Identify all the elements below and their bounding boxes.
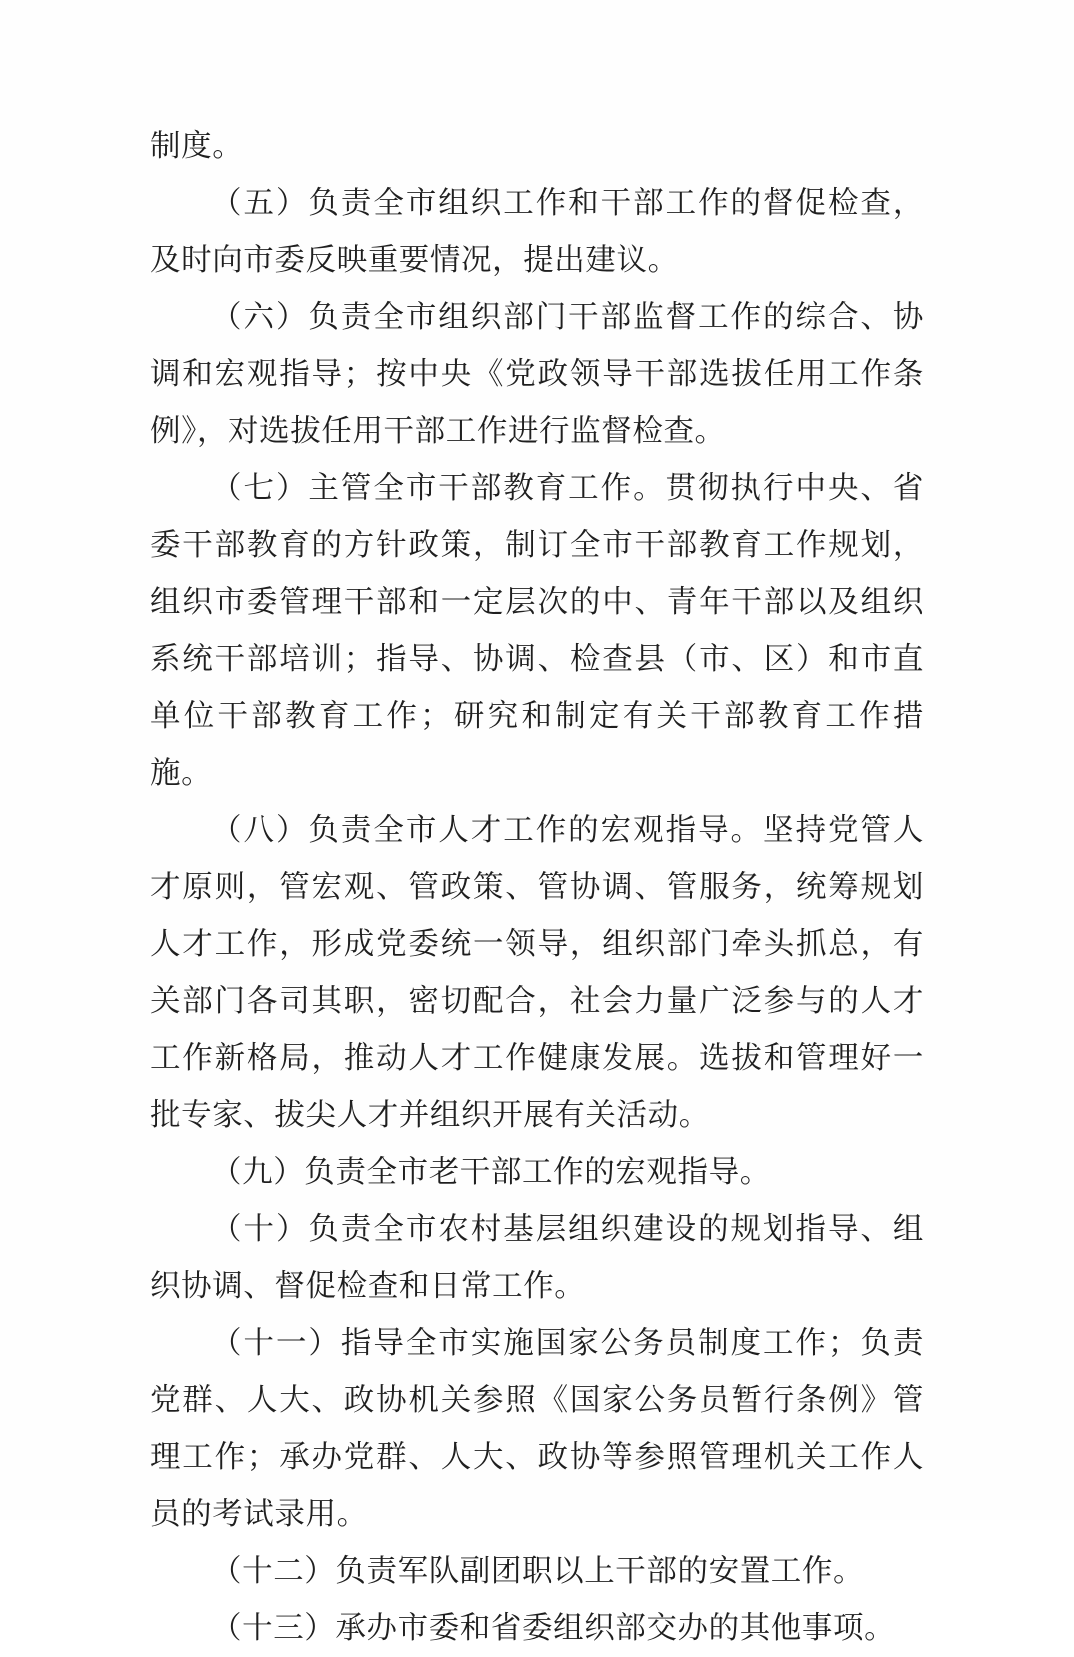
paragraph-continuation: 制度。: [150, 129, 244, 163]
paragraph-item-5: （五）负责全市组织工作和干部工作的督促检查，及时向市委反映重要情况，提出建议。: [150, 186, 924, 277]
paragraph-item-8: （八）负责全市人才工作的宏观指导。坚持党管人才原则，管宏观、管政策、管协调、管服务，统筹规划人才工作，形成党委统一领导，组织部门牵头抓总，有关部门各司其职，密切配合，社会力量广泛参与的人才工作新格局，推动人才工作健康发展。选拔和管理好一批专家、拔尖人才并组织开展有关活动。: [150, 813, 924, 1132]
paragraph-item-12: （十二）负责军队副团职以上干部的安置工作。: [211, 1554, 865, 1588]
paragraph-item-9: （九）负责全市老干部工作的宏观指导。: [211, 1155, 771, 1189]
paragraph-item-7: （七）主管全市干部教育工作。贯彻执行中央、省委干部教育的方针政策，制订全市干部教育工作规划，组织市委管理干部和一定层次的中、青年干部以及组织系统干部培训；指导、协调、检查县（市、区）和市直单位干部教育工作；研究和制定有关干部教育工作措施。: [150, 471, 924, 790]
paragraph-item-6: （六）负责全市组织部门干部监督工作的综合、协调和宏观指导；按中央《党政领导干部选拔任用工作条例》，对选拔任用干部工作进行监督检查。: [150, 300, 924, 448]
document-body: [150, 118, 924, 1657]
paragraph-item-13: （十三）承办市委和省委组织部交办的其他事项。: [211, 1611, 896, 1645]
paragraph-item-11: （十一）指导全市实施国家公务员制度工作；负责党群、人大、政协机关参照《国家公务员暂行条例》管理工作；承办党群、人大、政协等参照管理机关工作人员的考试录用。: [150, 1326, 924, 1531]
paragraph-item-10: （十）负责全市农村基层组织建设的规划指导、组织协调、督促检查和日常工作。: [150, 1212, 924, 1303]
